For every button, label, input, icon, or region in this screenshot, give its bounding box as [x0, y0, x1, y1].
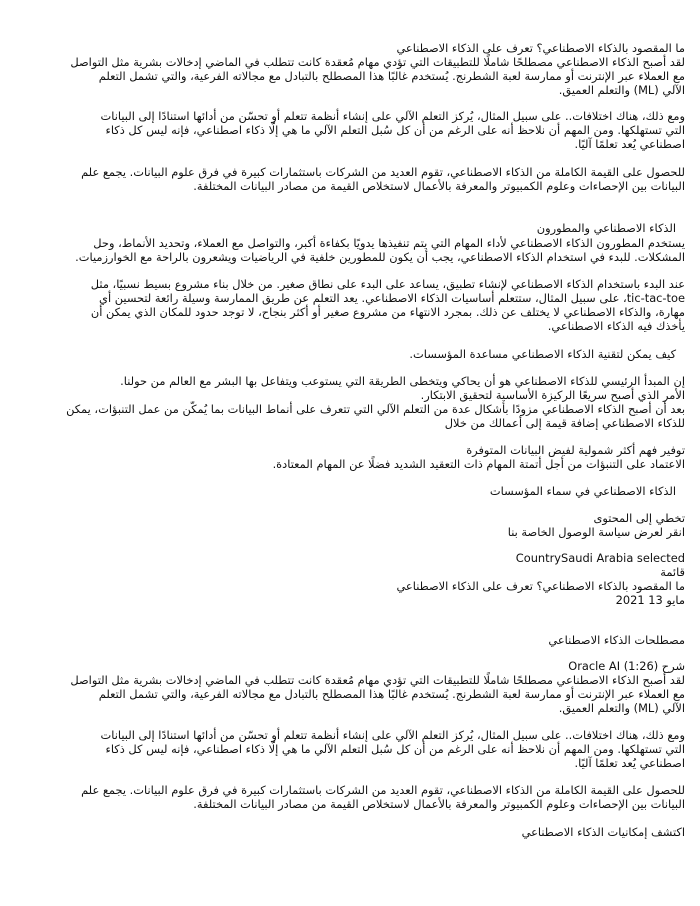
- paragraph-line: اصطناعي يُعد تعلمًا آليًا.: [574, 137, 685, 151]
- paragraph-line: الأمر الذي أصبح سريعًا الركيزة الأساسية لتحقيق الابتكار.: [420, 388, 685, 402]
- paragraph-line: مهارة، والذكاء الاصطناعي لا يختلف عن ذلك. بمجرد الانتهاء من مشروع صغير أو أكثر بنجاح، لا توجد حدود للمكان الذي يمكن أن: [90, 305, 685, 319]
- section-title: كيف يمكن لتقنية الذكاء الاصطناعي مساعدة المؤسسات.: [409, 347, 676, 361]
- list-item: الاعتماد على التنبؤات من أجل أتمتة المهام ذات التعقيد الشديد فضلًا عن المهام المعتادة.: [272, 457, 685, 471]
- article-date: مايو 13 2021: [615, 593, 685, 607]
- paragraph-line: يأخذك فيه الذكاء الاصطناعي.: [547, 319, 685, 333]
- paragraph-line: الآلي (ML) والتعلم العميق.: [558, 701, 685, 715]
- paragraph-line: بعد أن أصبح الذكاء الاصطناعي مزودًا بأشكال عدة من التعلم الآلي التي تتعرف على أنماط البيانات بما يُمكّن من عمل التنبؤات، يمكن: [66, 402, 685, 416]
- paragraph-line: tic-tac-toe، على سبيل المثال، ستتعلم أساسيات الذكاء الاصطناعي. يعد التعلم عن طريق الممارسة وسيلة رائعة لتحسين أي: [99, 291, 685, 305]
- explore-ai-link[interactable]: اكتشف إمكانيات الذكاء الاصطناعي: [521, 825, 685, 839]
- skip-to-content-link[interactable]: تخطي إلى المحتوى: [593, 511, 685, 525]
- access-policy-link[interactable]: انقر لعرض سياسة الوصول الخاصة بنا: [507, 525, 685, 539]
- video-link[interactable]: شرح Oracle AI (1:26): [568, 659, 685, 673]
- paragraph-line: مع العملاء عبر الإنترنت أو ممارسة لعبة الشطرنج. يُستخدم غالبًا هذا المصطلح بالتبادل مع مجالاته الفرعية، والتي تشمل التعلم: [98, 69, 685, 83]
- paragraph-line: إن المبدأ الرئيسي للذكاء الاصطناعي هو أن يحاكي ويتخطى الطريقة التي يستوعب ويتفاعل بها البشر مع العالم من حولنا.: [120, 374, 685, 388]
- paragraph-line: للحصول على القيمة الكاملة من الذكاء الاصطناعي، تقوم العديد من الشركات باستثمارات كبيرة في فرق علوم البيانات. يجمع علم: [81, 165, 685, 179]
- menu-link[interactable]: قائمة: [660, 565, 685, 579]
- article-title: ما المقصود بالذكاء الاصطناعي؟ تعرف على الذكاء الاصطناعي: [396, 579, 685, 593]
- section-title: ما المقصود بالذكاء الاصطناعي؟ تعرف على الذكاء الاصطناعي: [396, 41, 685, 55]
- paragraph-line: اصطناعي يُعد تعلمًا آليًا.: [574, 756, 685, 770]
- section-title: الذكاء الاصطناعي في سماء المؤسسات: [489, 484, 676, 498]
- paragraph-line: للذكاء الاصطناعي إضافة قيمة إلى أعمالك من خلال: [444, 416, 685, 430]
- country-selector[interactable]: CountrySaudi Arabia selected: [515, 551, 685, 565]
- paragraph-line: البيانات بين الإحصاءات وعلوم الكمبيوتر والمعرفة بالأعمال لاستخلاص القيمة من مصادر البيانات المختلفة.: [193, 797, 685, 811]
- paragraph-line: التي تستهلكها. ومن المهم أن نلاحظ أنه على الرغم من أن كل سُبل التعلم الآلي ما هي إلّا ذكاء اصطناعي، فإنه ليس كل ذكاء: [105, 123, 685, 137]
- list-item: توفير فهم أكثر شمولية لفيض البيانات المتوفرة: [466, 443, 685, 457]
- paragraph-line: للحصول على القيمة الكاملة من الذكاء الاصطناعي، تقوم العديد من الشركات باستثمارات كبيرة في فرق علوم البيانات. يجمع علم: [81, 783, 685, 797]
- paragraph-line: مع العملاء عبر الإنترنت أو ممارسة لعبة الشطرنج. يُستخدم غالبًا هذا المصطلح بالتبادل مع مجالاته الفرعية، والتي تشمل التعلم: [98, 687, 685, 701]
- paragraph-line: عند البدء باستخدام الذكاء الاصطناعي لإنشاء تطبيق، يساعد على البدء على نطاق صغير. من خلال بناء مشروع بسيط نسبيًا، مثل: [90, 277, 685, 291]
- paragraph-line: لقد أصبح الذكاء الاصطناعي مصطلحًا شاملًا للتطبيقات التي تؤدي مهام مُعقدة كانت تتطلب في الماضي إدخالات بشرية مثل التواصل: [70, 55, 685, 69]
- paragraph-line: يستخدم المطورون الذكاء الاصطناعي لأداء المهام التي يتم تنفيذها يدويًا بكفاءة أكبر، والتواصل مع العملاء، وتحديد الأنماط، وحل: [93, 236, 685, 250]
- section-title: مصطلحات الذكاء الاصطناعي: [548, 633, 685, 647]
- paragraph-line: ومع ذلك، هناك اختلافات.. على سبيل المثال، يُركز التعلم الآلي على إنشاء أنظمة تتعلم أو تحسّن من أدائها استنادًا إلى البيانات: [100, 109, 685, 123]
- paragraph-line: المشكلات. للبدء في استخدام الذكاء الاصطناعي، يجب أن يكون للمطورين خلفية في الرياضيات ويشعرون بالراحة مع الخوارزميات.: [75, 250, 685, 264]
- paragraph-line: لقد أصبح الذكاء الاصطناعي مصطلحًا شاملًا للتطبيقات التي تؤدي مهام مُعقدة كانت تتطلب في الماضي إدخالات بشرية مثل التواصل: [70, 673, 685, 687]
- paragraph-line: التي تستهلكها. ومن المهم أن نلاحظ أنه على الرغم من أن كل سُبل التعلم الآلي ما هي إلّا ذكاء اصطناعي، فإنه ليس كل ذكاء: [105, 742, 685, 756]
- paragraph-line: الآلي (ML) والتعلم العميق.: [558, 83, 685, 97]
- paragraph-line: ومع ذلك، هناك اختلافات.. على سبيل المثال، يُركز التعلم الآلي على إنشاء أنظمة تتعلم أو تحسّن من أدائها استنادًا إلى البيانات: [100, 728, 685, 742]
- section-title: الذكاء الاصطناعي والمطورون: [536, 221, 676, 235]
- paragraph-line: البيانات بين الإحصاءات وعلوم الكمبيوتر والمعرفة بالأعمال لاستخلاص القيمة من مصادر البيانات المختلفة.: [193, 179, 685, 193]
